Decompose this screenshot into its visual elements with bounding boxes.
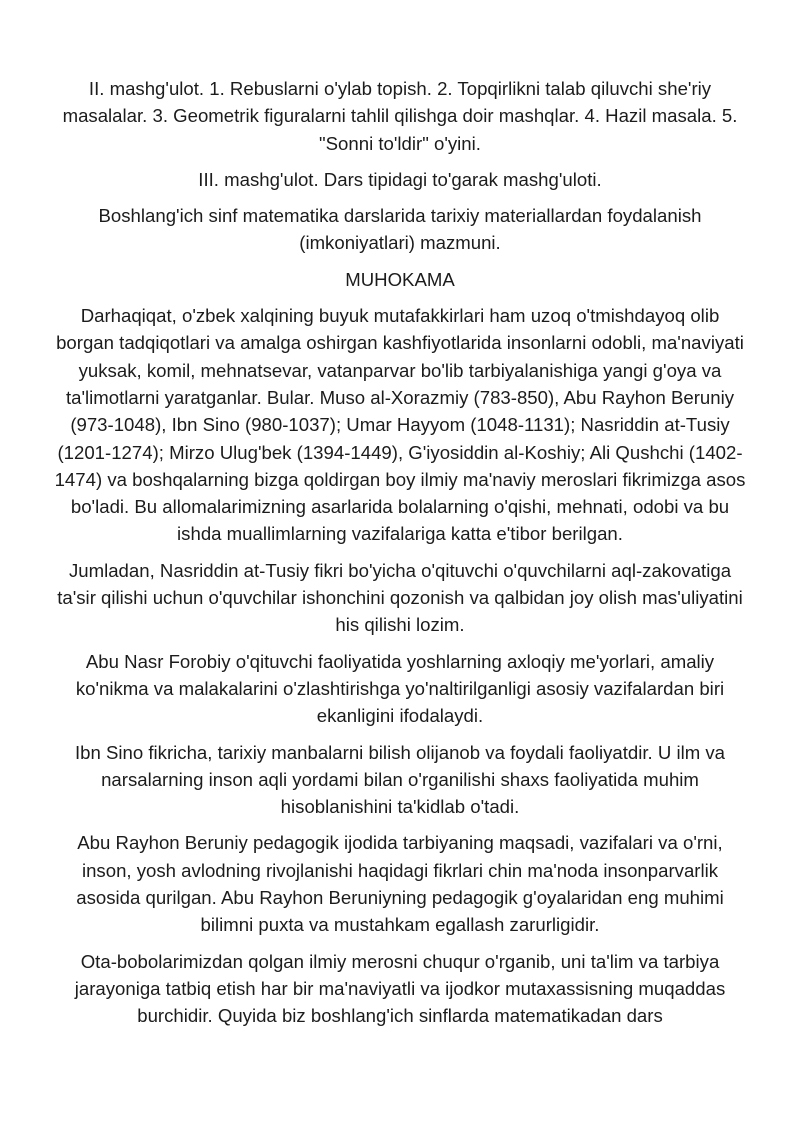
paragraph-beruniy: Abu Rayhon Beruniy pedagogik ijodida tarbiyaning maqsadi, vazifalari va o'rni, inson, yosh avlodning rivojlanishi haqidagi fikrlari chin ma'noda insonparvarlik asosida qurilgan. Abu Rayhon Beruniyning pedagogik g'oyalaridan eng muhimi bilimni puxta va mustahkam egallash zarurligidir. bbox=[76, 832, 724, 936]
paragraph-lesson-3: III. mashg'ulot. Dars tipidagi to'garak mashg'uloti. bbox=[198, 168, 602, 190]
paragraph-heritage: Ota-bobolarimizdan qolgan ilmiy merosni chuqur o'rganib, uni ta'lim va tarbiya jarayoniga tatbiq etish har bir ma'naviyatli va ijodkor mutaxassisning muqaddas burchidir. Quyida biz boshlang'ich sinflarda matematikadan dars bbox=[74, 950, 726, 1027]
paragraph-lesson-2: II. mashg'ulot. 1. Rebuslarni o'ylab topish. 2. Topqirlikni talab qiluvchi she'riy masalalar. 3. Geometrik figuralarni tahlil qilishga doir mashqlar. 4. Hazil masala. 5. "Sonni to'ldir" o'yini. bbox=[62, 78, 738, 154]
paragraph-tusiy: Jumladan, Nasriddin at-Tusiy fikri bo'yicha o'qituvchi o'quvchilarni aql-zakovatiga ta'sir qilishi uchun o'quvchilar ishonchini qozonish va qalbidan joy olish mas'uliyatini his qilishi lozim. bbox=[57, 559, 743, 636]
paragraph-topic: Boshlang'ich sinf matematika darslarida tarixiy materiallardan foydalanish (imkoniyatlari) mazmuni. bbox=[98, 205, 702, 254]
paragraph-ibn-sino: Ibn Sino fikricha, tarixiy manbalarni bilish olijanob va foydali faoliyatdir. U ilm va narsalarning inson aqli yordami bilan o'rganilishi shaxs faoliyatida muhim hisoblanishini ta'kidlab o'tadi. bbox=[74, 741, 726, 818]
section-heading-discussion: MUHOKAMA bbox=[345, 268, 455, 290]
paragraph-farabi: Abu Nasr Forobiy o'qituvchi faoliyatida yoshlarning axloqiy me'yorlari, amaliy ko'nikma va malakalarini o'zlashtirishga yo'naltirilganligi asosiy vazifalardan biri ekanligini ifodalaydi. bbox=[75, 650, 725, 727]
paragraph-thinkers: Darhaqiqat, o'zbek xalqining buyuk mutafakkirlari ham uzoq o'tmishdayoq olib borgan tadqiqotlari va amalga oshirgan kashfiyotlarida insonlarni odobli, ma'naviyati yuksak, komil, mehnatsevar, vatanparvar bo'lib tarbiyalanishiga yangi g'oya va ta'limotlarni yaratganlar. Bular. Muso al-Xorazmiy (783-850), Abu Rayhon Beruniy (973-1048), Ibn Sino (980-1037); Umar Hayyom (1048-1131); Nasriddin at-Tusiy (1201-1274); Mirzo Ulug'bek (1394-1449), G'iyosiddin al-Koshiy; Ali Qushchi (1402-1474) va boshqalarning bizga qoldirgan boy ilmiy ma'naviy meroslari fikrimizga asos bo'ladi. Bu allomalarimizning asarlarida bolalarning o'qishi, mehnati, odobi va bu ishda muallimlarning vazifalariga katta e'tibor berilgan. bbox=[54, 305, 746, 545]
